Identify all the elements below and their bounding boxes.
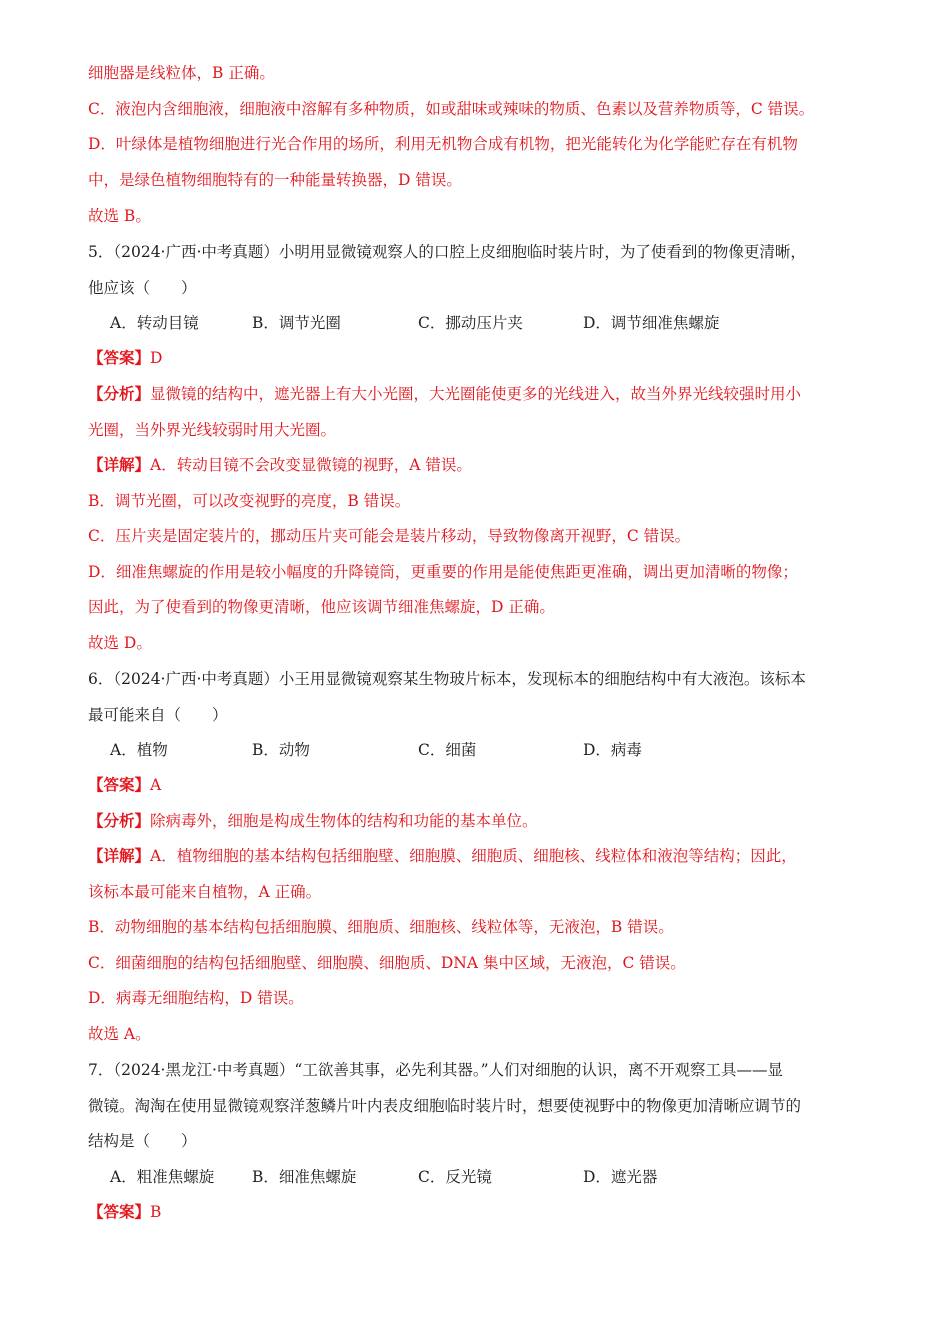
detail-line bbox=[88, 455, 868, 475]
option-a: A．植物 bbox=[110, 741, 168, 759]
analysis-tag: 【分析】 bbox=[88, 384, 151, 403]
answer-line bbox=[88, 775, 868, 795]
answer-value: B bbox=[150, 1203, 162, 1221]
text-line: 故选 B。 bbox=[88, 207, 151, 225]
answer-line bbox=[88, 1202, 868, 1222]
conclusion-line: 故选 A。 bbox=[88, 1025, 151, 1043]
detail-line bbox=[88, 846, 868, 866]
question-7-stem: 结构是（ ） bbox=[88, 1132, 197, 1150]
answer-tag: 【答案】 bbox=[88, 775, 151, 794]
detail-line: B．动物细胞的基本结构包括细胞膜、细胞质、细胞核、线粒体等，无液泡，B 错误。 bbox=[88, 918, 674, 936]
analysis-text: 显微镜的结构中，遮光器上有大小光圈，大光圈能使更多的光线进入，故当外界光线较强时用小 bbox=[150, 385, 802, 403]
text-line: C．液泡内含细胞液，细胞液中溶解有多种物质，如或甜味或辣味的物质、色素以及营养物质等，C 错误。 bbox=[88, 100, 815, 118]
analysis-tag: 【分析】 bbox=[88, 811, 151, 830]
detail-text: A．植物细胞的基本结构包括细胞壁、细胞膜、细胞质、细胞核、线粒体和液泡等结构；因此， bbox=[150, 847, 797, 865]
conclusion-line: 故选 D。 bbox=[88, 634, 152, 652]
answer-line bbox=[88, 348, 868, 368]
analysis-line bbox=[88, 811, 868, 831]
question-7-options bbox=[0, 1167, 950, 1187]
option-d: D．病毒 bbox=[583, 741, 642, 759]
question-7-stem: 微镜。淘淘在使用显微镜观察洋葱鳞片叶内表皮细胞临时装片时，想要使视野中的物像更加清晰应调节的 bbox=[88, 1097, 802, 1115]
text-line: D．叶绿体是植物细胞进行光合作用的场所，利用无机物合成有机物，把光能转化为化学能贮存在有机物 bbox=[88, 135, 798, 153]
question-6-stem: 最可能来自（ ） bbox=[88, 706, 228, 724]
detail-line: D．病毒无细胞结构，D 错误。 bbox=[88, 989, 304, 1007]
detail-line: D．细准焦螺旋的作用是较小幅度的升降镜筒，更重要的作用是能使焦距更准确，调出更加清晰的物像； bbox=[88, 563, 798, 581]
option-c: C．挪动压片夹 bbox=[418, 314, 523, 332]
analysis-line bbox=[88, 384, 868, 404]
question-6-stem: 6．（2024·广西·中考真题）小王用显微镜观察某生物玻片标本，发现标本的细胞结构中有大液泡。该标本 bbox=[88, 670, 806, 688]
detail-line: C．细菌细胞的结构包括细胞壁、细胞膜、细胞质、DNA 集中区域，无液泡，C 错误。 bbox=[88, 954, 686, 972]
detail-line: B．调节光圈，可以改变视野的亮度，B 错误。 bbox=[88, 492, 411, 510]
option-b: B．调节光圈 bbox=[252, 314, 341, 332]
detail-line: 因此，为了使看到的物像更清晰，他应该调节细准焦螺旋，D 正确。 bbox=[88, 598, 555, 616]
detail-line: C．压片夹是固定装片的，挪动压片夹可能会是装片移动，导致物像离开视野，C 错误。 bbox=[88, 527, 691, 545]
text-line: 中，是绿色植物细胞特有的一种能量转换器，D 错误。 bbox=[88, 171, 462, 189]
detail-line: 该标本最可能来自植物，A 正确。 bbox=[88, 883, 322, 901]
analysis-text: 除病毒外，细胞是构成生物体的结构和功能的基本单位。 bbox=[150, 812, 538, 830]
question-5-stem: 他应该（ ） bbox=[88, 279, 197, 297]
question-5-options bbox=[0, 313, 950, 333]
option-a: A．粗准焦螺旋 bbox=[110, 1168, 215, 1186]
option-b: B．细准焦螺旋 bbox=[252, 1168, 357, 1186]
option-c: C．反光镜 bbox=[418, 1168, 492, 1186]
answer-tag: 【答案】 bbox=[88, 348, 151, 367]
text-line: 细胞器是线粒体，B 正确。 bbox=[88, 64, 275, 82]
option-c: C．细菌 bbox=[418, 741, 477, 759]
answer-tag: 【答案】 bbox=[88, 1202, 151, 1221]
option-d: D．调节细准焦螺旋 bbox=[583, 314, 720, 332]
detail-tag: 【详解】 bbox=[88, 455, 151, 474]
option-b: B．动物 bbox=[252, 741, 310, 759]
question-7-stem: 7．（2024·黑龙江·中考真题）“工欲善其事，必先利其器。”人们对细胞的认识，离不开观察工具——显 bbox=[88, 1061, 784, 1079]
question-6-options bbox=[0, 740, 950, 760]
option-d: D．遮光器 bbox=[583, 1168, 658, 1186]
question-5-stem: 5．（2024·广西·中考真题）小明用显微镜观察人的口腔上皮细胞临时装片时，为了使看到的物像更清晰， bbox=[88, 243, 806, 261]
analysis-line: 光圈，当外界光线较弱时用大光圈。 bbox=[88, 421, 337, 439]
detail-tag: 【详解】 bbox=[88, 846, 151, 865]
detail-text: A．转动目镜不会改变显微镜的视野，A 错误。 bbox=[150, 456, 472, 474]
answer-value: A bbox=[150, 776, 162, 794]
answer-value: D bbox=[150, 349, 163, 367]
option-a: A．转动目镜 bbox=[110, 314, 199, 332]
